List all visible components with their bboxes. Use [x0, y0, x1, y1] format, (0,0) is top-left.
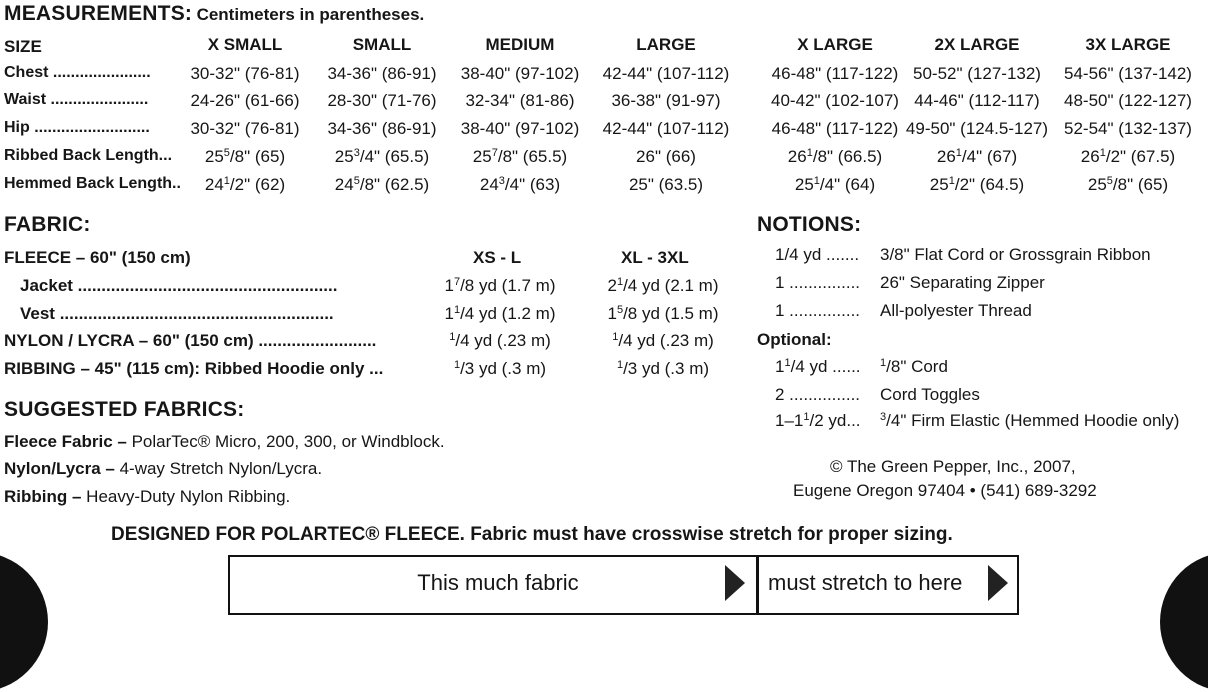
measurement-cell: $25^1/4$" (64)	[794, 175, 876, 194]
corner-decoration-left	[0, 552, 48, 692]
measurement-cell: 44-46" (112-117)	[914, 91, 1040, 110]
measurement-cell: $25^1/2$" (64.5)	[929, 175, 1025, 194]
fabric-row-label: RIBBING – 45" (115 cm): Ribbed Hoodie only ...	[4, 359, 384, 378]
measurement-cell: 28-30" (71-76)	[327, 91, 437, 110]
optional-label: Optional:	[757, 330, 832, 349]
size-header-x-small: X SMALL	[207, 35, 283, 54]
size-header-x-large: X LARGE	[797, 35, 873, 54]
optional-notion-quantity: 2 ...............	[775, 385, 861, 404]
measurement-row-label: Hip ..........................	[4, 119, 150, 136]
measurement-cell: 25" (63.5)	[628, 175, 704, 194]
fabric-row-label: Vest ..........................................................	[20, 304, 334, 323]
measurement-cell: 30-32" (76-81)	[190, 64, 300, 83]
copyright-line1: © The Green Pepper, Inc., 2007,	[830, 457, 1076, 476]
suggested-fabric-desc: 4-way Stretch Nylon/Lycra.	[114, 459, 323, 478]
measurement-cell: 24-26" (61-66)	[190, 91, 300, 110]
measurement-cell: $25^3/4$" (65.5)	[334, 147, 430, 166]
measurement-cell: 42-44" (107-112)	[602, 119, 730, 138]
measurement-cell: 50-52" (127-132)	[913, 64, 1041, 83]
notion-description: 3/8" Flat Cord or Grossgrain Ribbon	[880, 245, 1151, 264]
size-header-medium: MEDIUM	[485, 35, 555, 54]
suggested-fabric-desc: Heavy-Duty Nylon Ribbing.	[81, 487, 291, 506]
optional-notion-quantity: $1-1^1/2$ yd...	[775, 411, 861, 430]
notion-description: All-polyester Thread	[880, 301, 1032, 320]
measurement-cell: 32-34" (81-86)	[465, 91, 575, 110]
suggested-fabric-item	[4, 432, 445, 452]
measurement-cell: 36-38" (91-97)	[611, 91, 721, 110]
fabric-amount-xl-3xl: $^1$/4 yd (.23 m)	[612, 331, 714, 350]
size-header-large: LARGE	[636, 35, 696, 54]
suggested-fabric-name: Fleece Fabric –	[4, 432, 127, 451]
measurement-cell: 30-32" (76-81)	[190, 119, 300, 138]
measurement-cell: 46-48" (117-122)	[771, 64, 899, 83]
corner-decoration-right	[1160, 552, 1208, 692]
measurement-cell: $24^1/2$" (62)	[204, 175, 286, 194]
optional-notion-quantity: $1^1/4$ yd ......	[775, 357, 861, 376]
optional-notion-description: $^3$/4" Firm Elastic (Hemmed Hoodie only)	[880, 411, 1180, 430]
measurement-cell: 38-40" (97-102)	[460, 64, 580, 83]
measurements-title: MEASUREMENTS:	[4, 2, 193, 25]
copyright-line2: Eugene Oregon 97404 • (541) 689-3292	[793, 481, 1097, 500]
measurement-cell: $26^1/2$" (67.5)	[1080, 147, 1176, 166]
suggested-title: SUGGESTED FABRICS:	[4, 398, 245, 421]
optional-notion-description: $^1$/8" Cord	[880, 357, 948, 376]
measurement-cell: $26^1/4$" (67)	[936, 147, 1018, 166]
measurement-cell: 48-50" (122-127)	[1064, 91, 1192, 110]
fabric-row-label: FLEECE – 60" (150 cm)	[4, 248, 191, 267]
notion-description: 26" Separating Zipper	[880, 273, 1045, 292]
suggested-fabric-item	[4, 459, 322, 479]
notion-quantity: 1 ...............	[775, 273, 861, 292]
suggested-fabric-name: Nylon/Lycra –	[4, 459, 115, 478]
measurement-cell: 38-40" (97-102)	[460, 119, 580, 138]
stretch-gauge-right-label: must stretch to here	[768, 570, 963, 595]
measurement-cell: 34-36" (86-91)	[327, 64, 437, 83]
measurement-cell: $25^7/8$" (65.5)	[472, 147, 568, 166]
measurement-row-label: Waist ......................	[4, 91, 149, 108]
notions-title: NOTIONS:	[757, 213, 862, 236]
fabric-amount-xl-3xl: $2^1/4$ yd (2.1 m)	[607, 276, 719, 295]
measurement-cell: 42-44" (107-112)	[602, 64, 730, 83]
fabric-amount-xl-3xl: $^1$/3 yd (.3 m)	[616, 359, 710, 378]
measurement-row-label: Chest ......................	[4, 64, 151, 81]
measurement-cell: 40-42" (102-107)	[771, 91, 899, 110]
size-label: SIZE	[4, 37, 42, 56]
suggested-fabric-item	[4, 487, 290, 507]
size-header-2x-large: 2X LARGE	[934, 35, 1020, 54]
measurements-subtitle: Centimeters in parentheses.	[196, 5, 425, 24]
fabric-amount-xs-l: $^1$/3 yd (.3 m)	[453, 359, 547, 378]
measurement-cell: 34-36" (86-91)	[327, 119, 437, 138]
fabric-col-b: XL - 3XL	[621, 248, 689, 267]
fabric-amount-xl-3xl: $1^5/8$ yd (1.5 m)	[607, 304, 719, 323]
measurement-cell: $26^1/8$" (66.5)	[787, 147, 883, 166]
fabric-row-label: NYLON / LYCRA – 60" (150 cm) .........................	[4, 331, 377, 350]
measurement-cell: 52-54" (132-137)	[1064, 119, 1192, 138]
fabric-amount-xs-l: $1^1/4$ yd (1.2 m)	[444, 304, 556, 323]
fabric-row-label: Jacket .......................................................	[20, 276, 338, 295]
arrow-right-icon	[725, 565, 745, 601]
measurement-cell: $25^5/8$" (65)	[1087, 175, 1169, 194]
notion-quantity: 1 ...............	[775, 301, 861, 320]
fabric-title: FABRIC:	[4, 213, 91, 236]
measurement-row-label: Ribbed Back Length...	[4, 147, 173, 164]
optional-notion-description: Cord Toggles	[880, 385, 980, 404]
measurement-cell: 54-56" (137-142)	[1064, 64, 1192, 83]
measurement-cell: 46-48" (117-122)	[771, 119, 899, 138]
fabric-amount-xs-l: $1^7/8$ yd (1.7 m)	[444, 276, 556, 295]
suggested-fabric-name: Ribbing –	[4, 487, 82, 506]
size-header-small: SMALL	[352, 35, 412, 54]
measurement-row-label: Hemmed Back Length..	[4, 175, 181, 192]
measurement-cell: $24^5/8$" (62.5)	[334, 175, 430, 194]
measurement-cell: 26" (66)	[636, 147, 696, 166]
measurement-cell: $24^3/4$" (63)	[479, 175, 561, 194]
notion-quantity: 1/4 yd .......	[775, 245, 860, 264]
suggested-fabric-desc: PolarTec® Micro, 200, 300, or Windblock.	[126, 432, 445, 451]
measurement-cell: $25^5/8$" (65)	[204, 147, 286, 166]
size-header-3x-large: 3X LARGE	[1085, 35, 1171, 54]
fabric-amount-xs-l: $^1$/4 yd (.23 m)	[449, 331, 551, 350]
stretch-gauge-left-label: This much fabric	[417, 570, 579, 595]
arrow-right-icon	[988, 565, 1008, 601]
measurements-header	[4, 2, 424, 26]
measurement-cell: 49-50" (124.5-127)	[905, 119, 1049, 138]
fabric-col-a: XS - L	[473, 248, 522, 267]
designed-for-note: DESIGNED FOR POLARTEC® FLEECE. Fabric must have crosswise stretch for proper sizing.	[111, 524, 953, 545]
